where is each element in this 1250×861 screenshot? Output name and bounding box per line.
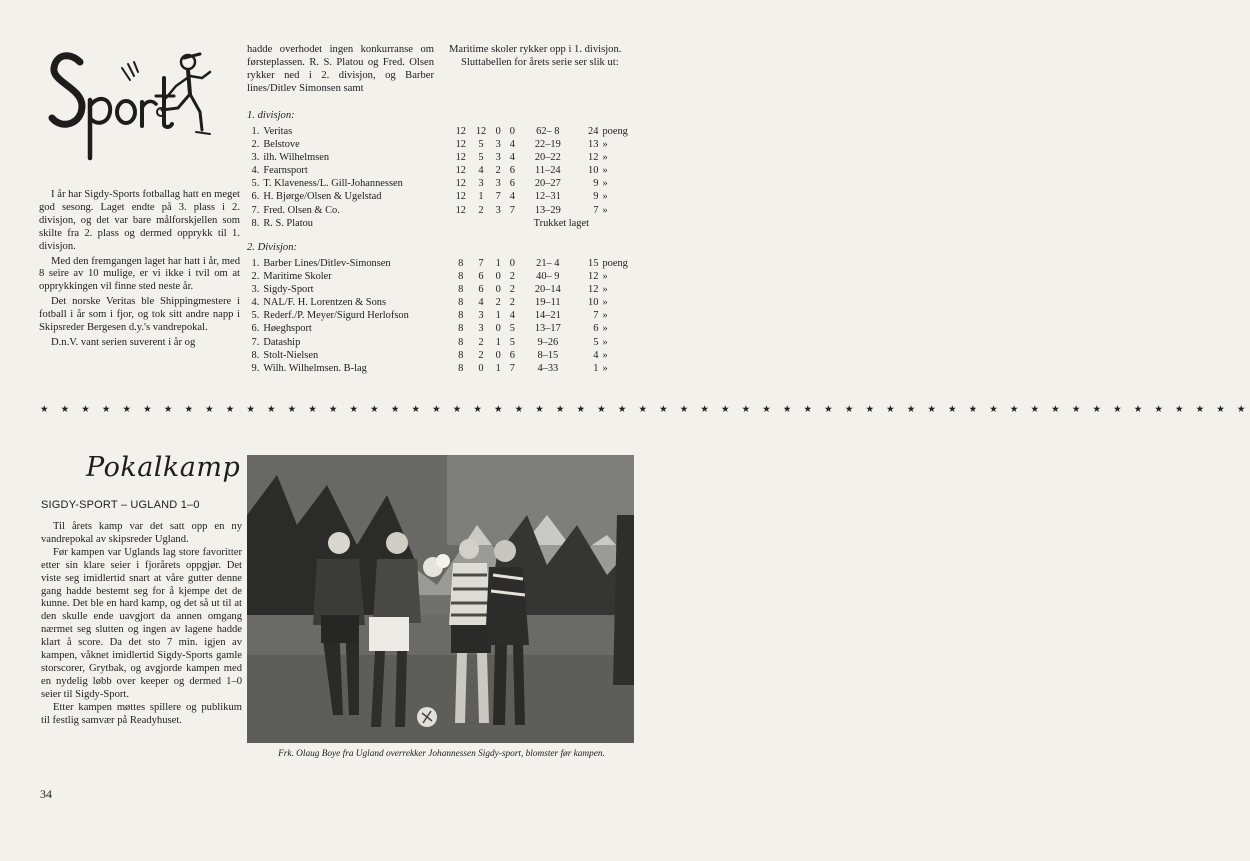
standings-p: 12 (455, 178, 466, 190)
standings-l: 6 (509, 349, 515, 361)
standings-rank: 1. (251, 126, 260, 137)
standings-unit: » (602, 336, 608, 348)
standings-rank: 5. (251, 178, 260, 190)
standings-unit: » (602, 271, 608, 283)
standings-unit: » (602, 139, 608, 151)
standings-p: 8 (458, 271, 464, 283)
standings-l: 2 (509, 297, 515, 309)
standings-p: 12 (455, 165, 466, 177)
standings-goals: 11–24 (535, 165, 561, 177)
standings-row (236, 322, 641, 335)
intro-paragraph: I år har Sigdy-Sports fotballag hatt en meget god sesong. Laget endte på 3. plass i 2. divisjon, og det var bare målforskjellen som skilte fra 2. plass og dermed opprykk til 1. divisjon. (39, 189, 240, 252)
intro-paragraph: Med den fremgangen laget har hatt i år, med 8 seire av 10 mulige, er vi ikke i tvil om at opprykkingen vil finne sted neste år. (39, 255, 240, 293)
standings-goals: 8–15 (537, 349, 559, 361)
standings-row (236, 164, 641, 177)
pokal-article (41, 521, 242, 728)
standings-l: 4 (509, 310, 515, 322)
standings-pts: 10 (588, 297, 599, 309)
standings-unit: » (602, 204, 608, 216)
standings-d: 1 (495, 258, 501, 269)
standings-goals: 4–33 (537, 362, 559, 374)
standings-unit: » (602, 178, 608, 190)
standings-row (236, 138, 641, 151)
standings-pts: 1 (593, 362, 599, 374)
standings-rank: 9. (251, 362, 260, 374)
star-separator: ★ ★ ★ ★ ★ ★ ★ ★ ★ ★ ★ ★ ★ ★ ★ ★ ★ ★ ★ ★ ★ ★ ★ ★ ★ ★ ★ ★ ★ ★ ★ ★ ★ ★ ★ ★ ★ ★ ★ ★ ★ ★ ★ ★ ★ ★ ★ ★ ★ ★ ★ ★ ★ ★ ★ ★ ★ ★ ★ (40, 404, 1250, 415)
standings-d: 3 (495, 152, 501, 164)
standings-w: 5 (478, 152, 484, 164)
match-photo-art (247, 455, 634, 743)
standings-row (236, 309, 641, 322)
standings-l: 6 (509, 178, 515, 190)
standings-d: 1 (495, 336, 501, 348)
standings-pts: 6 (593, 323, 599, 335)
standings-w: 0 (478, 362, 484, 374)
standings-row (236, 151, 641, 164)
standings-team: ilh. Wilhelmsen (263, 152, 330, 164)
standings-row (236, 336, 641, 349)
standings-unit: » (602, 349, 608, 361)
standings-unit: poeng (602, 126, 628, 137)
standings-goals: 22–19 (534, 139, 561, 151)
standings-row (236, 362, 641, 375)
standings-p: 12 (455, 191, 466, 203)
standings-rank: 8. (251, 349, 260, 361)
standings-pts: 10 (588, 165, 599, 177)
standings-d: 0 (495, 349, 501, 361)
standings-w: 12 (475, 126, 487, 137)
standings-d: 2 (495, 165, 501, 177)
standings-pts: 7 (593, 204, 599, 216)
standings-goals: 62– 8 (536, 126, 560, 137)
standings-w: 3 (478, 178, 484, 190)
mid-column-text: hadde overhodet ingen konkurranse om førsteplassen. R. S. Platou og Fred. Olsen rykker ned i 2. divisjon, og Barber lines/Ditlev Simonsen samt (247, 44, 434, 94)
standings-d: 0 (495, 126, 501, 137)
standings-unit: » (602, 165, 608, 177)
sport-logo-art (40, 48, 230, 166)
standings-rank: 2. (251, 139, 260, 151)
standings-d: 3 (495, 139, 501, 151)
standings-d: 1 (495, 362, 501, 374)
standings-unit: » (602, 191, 608, 203)
standings-rank: 8. (251, 217, 260, 229)
standings-rank: 3. (251, 284, 260, 296)
pokal-subheading: SIGDY-SPORT – UGLAND 1–0 (41, 499, 200, 511)
standings-rank: 7. (251, 336, 260, 348)
standings-p: 12 (455, 152, 466, 164)
standings-w: 4 (478, 297, 484, 309)
standings-rank: 6. (251, 191, 260, 203)
division2-table (236, 257, 641, 375)
standings-unit: » (602, 152, 608, 164)
pokal-paragraph: Etter kampen møttes spillere og publikum til festlig samvær på Readyhuset. (41, 701, 242, 726)
standings-pts: 9 (593, 178, 599, 190)
standings-w: 3 (478, 323, 484, 335)
match-photo (247, 455, 634, 743)
standings-l: 5 (509, 336, 515, 348)
standings-unit: » (602, 297, 608, 309)
standings-p: 8 (458, 310, 464, 322)
standings-l: 0 (509, 258, 515, 269)
standings-team: Veritas (263, 126, 293, 137)
division2-heading: 2. Divisjon: (247, 242, 298, 253)
standings-goals: 20–27 (534, 178, 561, 190)
right-column-paragraph: Maritime skoler rykker opp i 1. divisjon. (449, 44, 622, 55)
right-column-text (449, 44, 637, 70)
standings-goals: 19–11 (535, 297, 561, 309)
standings-row (236, 177, 641, 190)
pokal-paragraph: Før kampen var Uglands lag store favoritter etter sin klare seier i fjorårets oppgjør. Det viste seg imidlertid snart at våre gutter denne gang hadde bestemt seg for å kjempe det de kunne. Det ble en hard kamp, og det så ut til at den skulle ende uavgjort da annen omgang nærmet seg slutten og ingen av lagene hadde klart å score. Da det sto 7 min. igjen av kampen, våknet imidlertid Sigdy-Sports gamle storscorer, Grytbak, og avgjorde kampen med en nydelig løbb over keeper og dermed 1–0 seier til Sigdy-Sport. (41, 546, 242, 700)
intro-column (39, 189, 240, 350)
photo-caption: Frk. Olaug Boye fra Ugland overrekker Johannessen Sigdy-sport, blomster før kampen. (278, 749, 605, 759)
standings-team: NAL/F. H. Lorentzen & Sons (263, 297, 387, 309)
standings-team: Maritime Skoler (263, 271, 332, 283)
standings-pts: 4 (593, 349, 599, 361)
right-column-paragraph: Sluttabellen for årets serie ser slik ut: (461, 56, 619, 68)
standings-p: 12 (455, 139, 466, 151)
standings-pts: 24 (588, 126, 599, 137)
standings-d: 0 (495, 323, 501, 335)
standings-unit: poeng (602, 258, 628, 269)
standings-l: 4 (509, 139, 515, 151)
standings-d: 7 (495, 191, 501, 203)
standings-team: Fearnsport (263, 165, 308, 177)
standings-unit: » (602, 284, 608, 296)
standings-row (236, 270, 641, 283)
standings-p: 8 (458, 258, 464, 269)
standings-p: 8 (458, 284, 464, 296)
standings-unit: » (602, 310, 608, 322)
pokal-title: Pokalkamp (86, 452, 241, 483)
intro-paragraph: D.n.V. vant serien suverent i år og (51, 336, 196, 348)
standings-rank: 3. (251, 152, 260, 164)
standings-p: 12 (455, 204, 466, 216)
standings-d: 2 (495, 297, 501, 309)
standings-pts: 5 (593, 336, 599, 348)
standings-l: 6 (509, 165, 515, 177)
division1-heading: 1. divisjon: (247, 110, 295, 121)
standings-w: 3 (478, 310, 484, 322)
standings-row (236, 296, 641, 309)
standings-p: 8 (458, 362, 464, 374)
standings-pts: 7 (593, 310, 599, 322)
standings-d: 3 (495, 178, 501, 190)
standings-p: 8 (458, 349, 464, 361)
standings-goals: 13–29 (534, 204, 561, 216)
standings-p: 8 (458, 323, 464, 335)
standings-team: Høeghsport (263, 323, 312, 335)
standings-w: 7 (478, 258, 484, 269)
standings-goals: 20–14 (534, 284, 561, 296)
standings-team: Rederf./P. Meyer/Sigurd Herlofson (263, 310, 409, 322)
standings-l: 4 (509, 191, 515, 203)
standings-goals: 21– 4 (536, 258, 560, 269)
intro-paragraph: Det norske Veritas ble Shippingmestere i fotball i år som i fjor, og tok sitt andre napp i Skipsreder Bergesen d.y.'s vandrepokal. (39, 296, 240, 334)
standings-w: 5 (478, 139, 484, 151)
standings-team: Dataship (263, 336, 301, 348)
standings-pts: 9 (593, 191, 599, 203)
standings-pts: 12 (588, 152, 599, 164)
standings-row (236, 204, 641, 217)
standings-d: 3 (495, 204, 501, 216)
standings-rank: 5. (251, 310, 260, 322)
standings-pts: 13 (588, 139, 599, 151)
standings-w: 4 (478, 165, 484, 177)
standings-row (236, 349, 641, 362)
standings-team: Stolt-Nielsen (263, 349, 319, 361)
standings-team: T. Klaveness/L. Gill-Johannessen (263, 178, 403, 190)
standings-pts: 15 (588, 258, 599, 269)
standings-team: Sigdy-Sport (263, 284, 314, 296)
standings-rank: 4. (251, 297, 260, 309)
standings-team: R. S. Platou (263, 217, 313, 229)
standings-p: 8 (458, 297, 464, 309)
standings-l: 0 (509, 126, 515, 137)
division1-table (236, 125, 641, 230)
pokal-paragraph: Til årets kamp var det satt opp en ny vandrepokal av skipsreder Ugland. (41, 521, 242, 545)
standings-goals: 13–17 (534, 323, 561, 335)
standings-rank: 1. (251, 258, 260, 269)
standings-goals: 14–21 (534, 310, 561, 322)
standings-rank: 7. (251, 204, 260, 216)
standings-row (236, 217, 641, 230)
standings-row (236, 283, 641, 296)
standings-goals: 40– 9 (536, 271, 560, 283)
standings-w: 2 (478, 336, 484, 348)
standings-w: 2 (478, 349, 484, 361)
standings-team: Barber Lines/Ditlev-Simonsen (263, 258, 391, 269)
standings-rank: 6. (251, 323, 260, 335)
standings-rank: 4. (251, 165, 260, 177)
standings-w: 1 (478, 191, 484, 203)
standings-d: 0 (495, 271, 501, 283)
standings-l: 2 (509, 271, 515, 283)
standings-p: 8 (458, 336, 464, 348)
standings-l: 5 (509, 323, 515, 335)
standings-d: 1 (495, 310, 501, 322)
standings-d: 0 (495, 284, 501, 296)
standings-l: 4 (509, 152, 515, 164)
standings-pts: 12 (588, 271, 599, 283)
standings-goals: 12–31 (534, 191, 561, 203)
standings-l: 7 (509, 204, 515, 216)
standings-team: H. Bjørge/Olsen & Ugelstad (263, 191, 382, 203)
standings-l: 2 (509, 284, 515, 296)
standings-w: 2 (478, 204, 484, 216)
standings-l: 7 (509, 362, 515, 374)
standings-row (236, 190, 641, 203)
standings-w: 6 (478, 284, 484, 296)
standings-w: 6 (478, 271, 484, 283)
standings-row (236, 125, 641, 138)
standings-team: Fred. Olsen & Co. (263, 204, 340, 216)
page-number: 34 (40, 787, 52, 801)
standings-goals: 20–22 (534, 152, 561, 164)
standings-team: Belstove (263, 139, 300, 151)
standings-goals: 9–26 (537, 336, 559, 348)
standings-team: Wilh. Wilhelmsen. B-lag (263, 362, 367, 374)
sport-logo (40, 48, 230, 166)
standings-p: 12 (455, 126, 466, 137)
standings-unit: » (602, 323, 608, 335)
standings-rank: 2. (251, 271, 260, 283)
standings-note: Trukket laget (533, 217, 589, 229)
standings-unit: » (602, 362, 608, 374)
standings-pts: 12 (588, 284, 599, 296)
standings-row (236, 257, 641, 270)
